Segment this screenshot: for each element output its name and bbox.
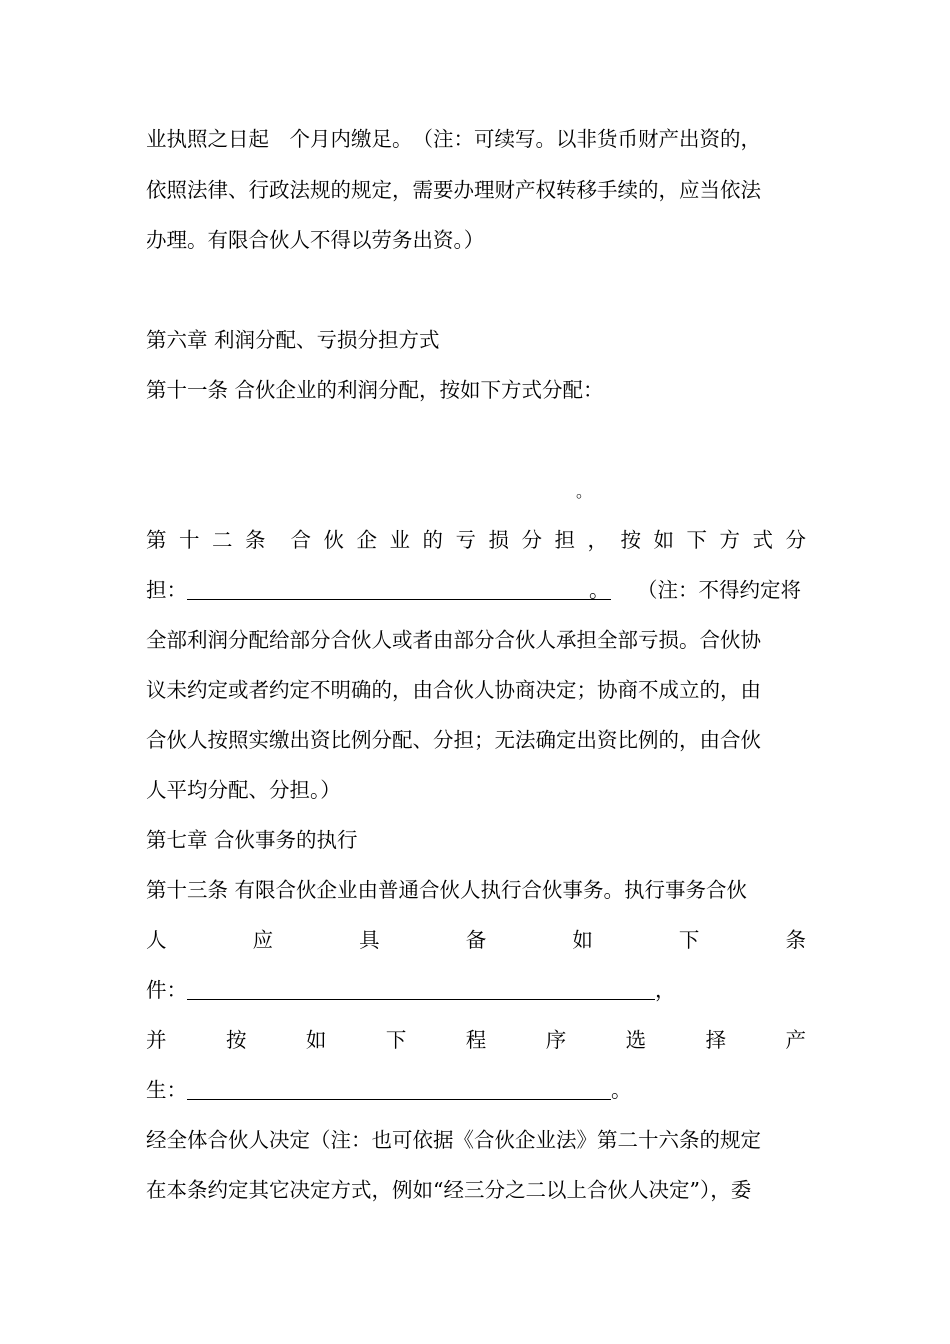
article-12-line: 第 十 二 条 合 伙 企 业 的 亏 损 分 担 ， 按 如 下 方 式 分 — [146, 528, 806, 552]
article-12-blank-line: 担： 。 （注：不得约定将 — [146, 573, 806, 607]
article-13-spaced-line: 人 应 具 备 如 下 条 — [146, 928, 806, 952]
fill-in-blank[interactable] — [187, 573, 589, 600]
paragraph-line: 业执照之日起 个月内缴足。 （注：可续写。以非货币财产出资的， — [146, 127, 761, 151]
paragraph-line: 经全体合伙人决定（注：也可依据《合伙企业法》第二十六条的规定 — [146, 1128, 761, 1152]
fill-in-blank[interactable] — [187, 1073, 611, 1100]
article-11: 第十一条 合伙企业的利润分配，按如下方式分配： — [146, 378, 604, 402]
article-13-spaced-line: 并 按 如 下 程 序 选 择 产 — [146, 1028, 806, 1052]
article-13: 第十三条 有限合伙企业由普通合伙人执行合伙事务。执行事务合伙 — [146, 878, 748, 902]
chapter-heading: 第六章 利润分配、亏损分担方式 — [146, 328, 440, 352]
paragraph-line: 依照法律、行政法规的规定，需要办理财产权转移手续的，应当依法 — [146, 178, 761, 202]
paragraph-line: 在本条约定其它决定方式，例如“经三分之二以上合伙人决定”），委 — [146, 1178, 752, 1202]
note-line: 合伙人按照实缴出资比例分配、分担；无法确定出资比例的，由合伙 — [146, 728, 761, 752]
trailing-period: 。 — [576, 482, 593, 501]
blank-end-mark: 。 — [589, 573, 611, 600]
note-line: 全部利润分配给部分合伙人或者由部分合伙人承担全部亏损。合伙协 — [146, 628, 761, 652]
note-line: 议未约定或者约定不明确的，由合伙人协商决定；协商不成立的，由 — [146, 678, 761, 702]
procedure-blank-line: 生： 。 — [146, 1073, 806, 1107]
note-line: 人平均分配、分担。） — [146, 778, 341, 802]
chapter-heading: 第七章 合伙事务的执行 — [146, 828, 358, 852]
fill-in-blank[interactable] — [187, 973, 655, 1000]
paragraph-line: 办理。有限合伙人不得以劳务出资。） — [146, 228, 485, 252]
conditions-blank-line: 件： ， — [146, 973, 806, 1007]
